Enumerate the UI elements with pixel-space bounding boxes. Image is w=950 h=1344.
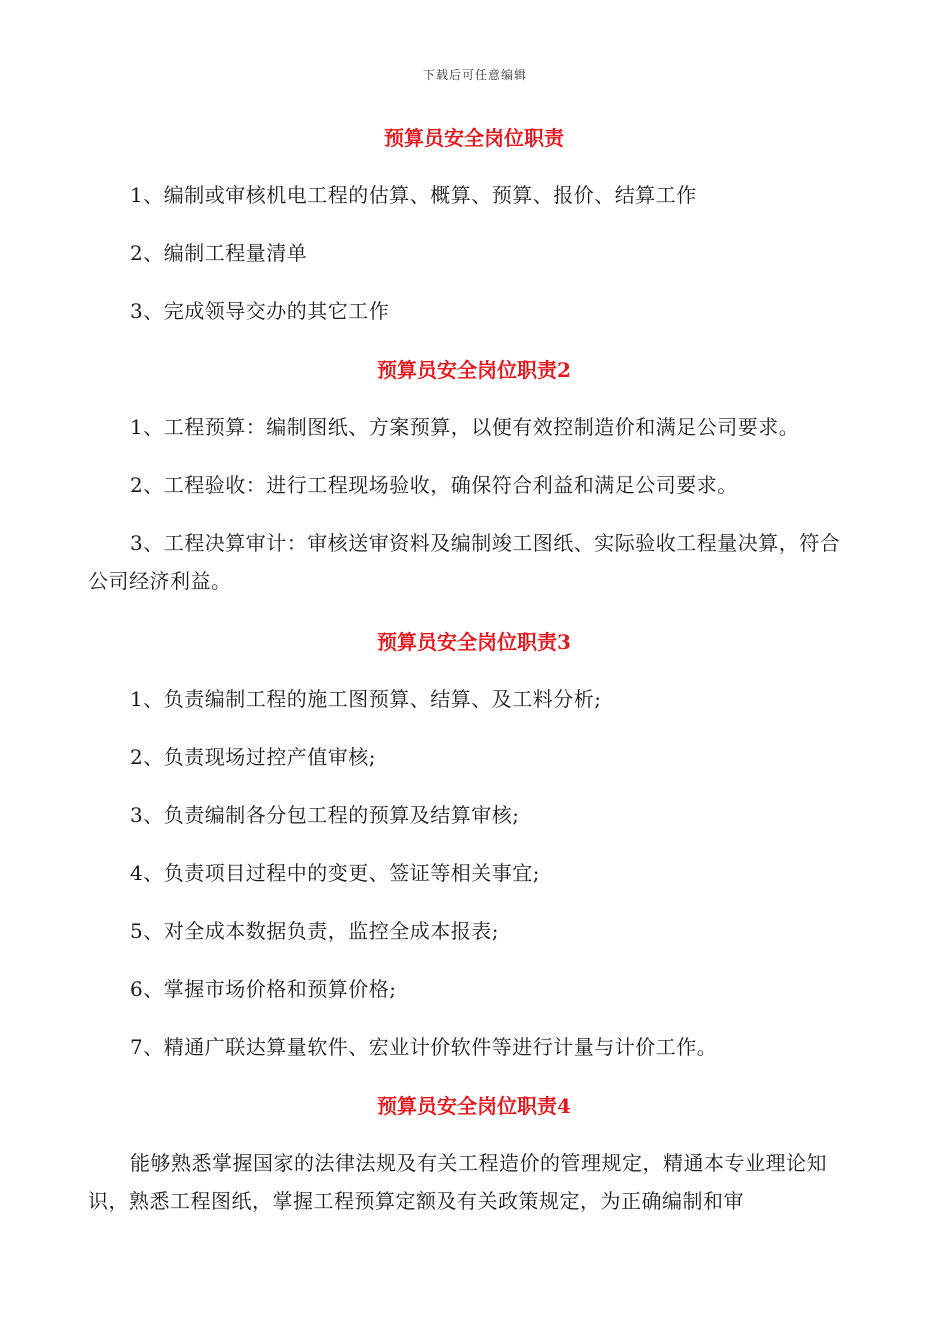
paragraph: 3、负责编制各分包工程的预算及结算审核; [130,803,520,827]
paragraph: 6、掌握市场价格和预算价格; [130,977,397,1001]
paragraph: 1、负责编制工程的施工图预算、结算、及工料分析; [130,687,602,711]
section-2 [88,350,860,600]
paragraph: 3、完成领导交办的其它工作 [130,299,390,323]
section-title: 预算员安全岗位职责2 [377,358,571,382]
paragraph: 7、精通广联达算量软件、宏业计价软件等进行计量与计价工作。 [130,1035,718,1059]
header-note: 下载后可任意编辑 [422,68,527,82]
section-3 [88,622,860,1066]
paragraph: 2、负责现场过控产值审核; [130,745,376,769]
paragraph: 能够熟悉掌握国家的法律法规及有关工程造价的管理规定，精通本专业理论知识，熟悉工程图纸，掌握工程预算定额及有关政策规定，为正确编制和审 [88,1151,827,1213]
section-title: 预算员安全岗位职责 [384,126,564,150]
paragraph: 4、负责项目过程中的变更、签证等相关事宜; [130,861,540,885]
section-title: 预算员安全岗位职责4 [377,1094,571,1118]
paragraph: 2、编制工程量清单 [130,241,308,265]
section-4 [88,1086,860,1220]
paragraph: 2、工程验收：进行工程现场验收，确保符合利益和满足公司要求。 [130,473,738,497]
document-body [88,118,860,1220]
paragraph: 1、编制或审核机电工程的估算、概算、预算、报价、结算工作 [130,183,697,207]
section-title: 预算员安全岗位职责3 [377,630,571,654]
paragraph: 5、对全成本数据负责，监控全成本报表; [130,919,499,943]
paragraph: 1、工程预算：编制图纸、方案预算，以便有效控制造价和满足公司要求。 [130,415,800,439]
section-1 [88,118,860,330]
paragraph: 3、工程决算审计：审核送审资料及编制竣工图纸、实际验收工程量决算，符合公司经济利益。 [88,531,841,593]
